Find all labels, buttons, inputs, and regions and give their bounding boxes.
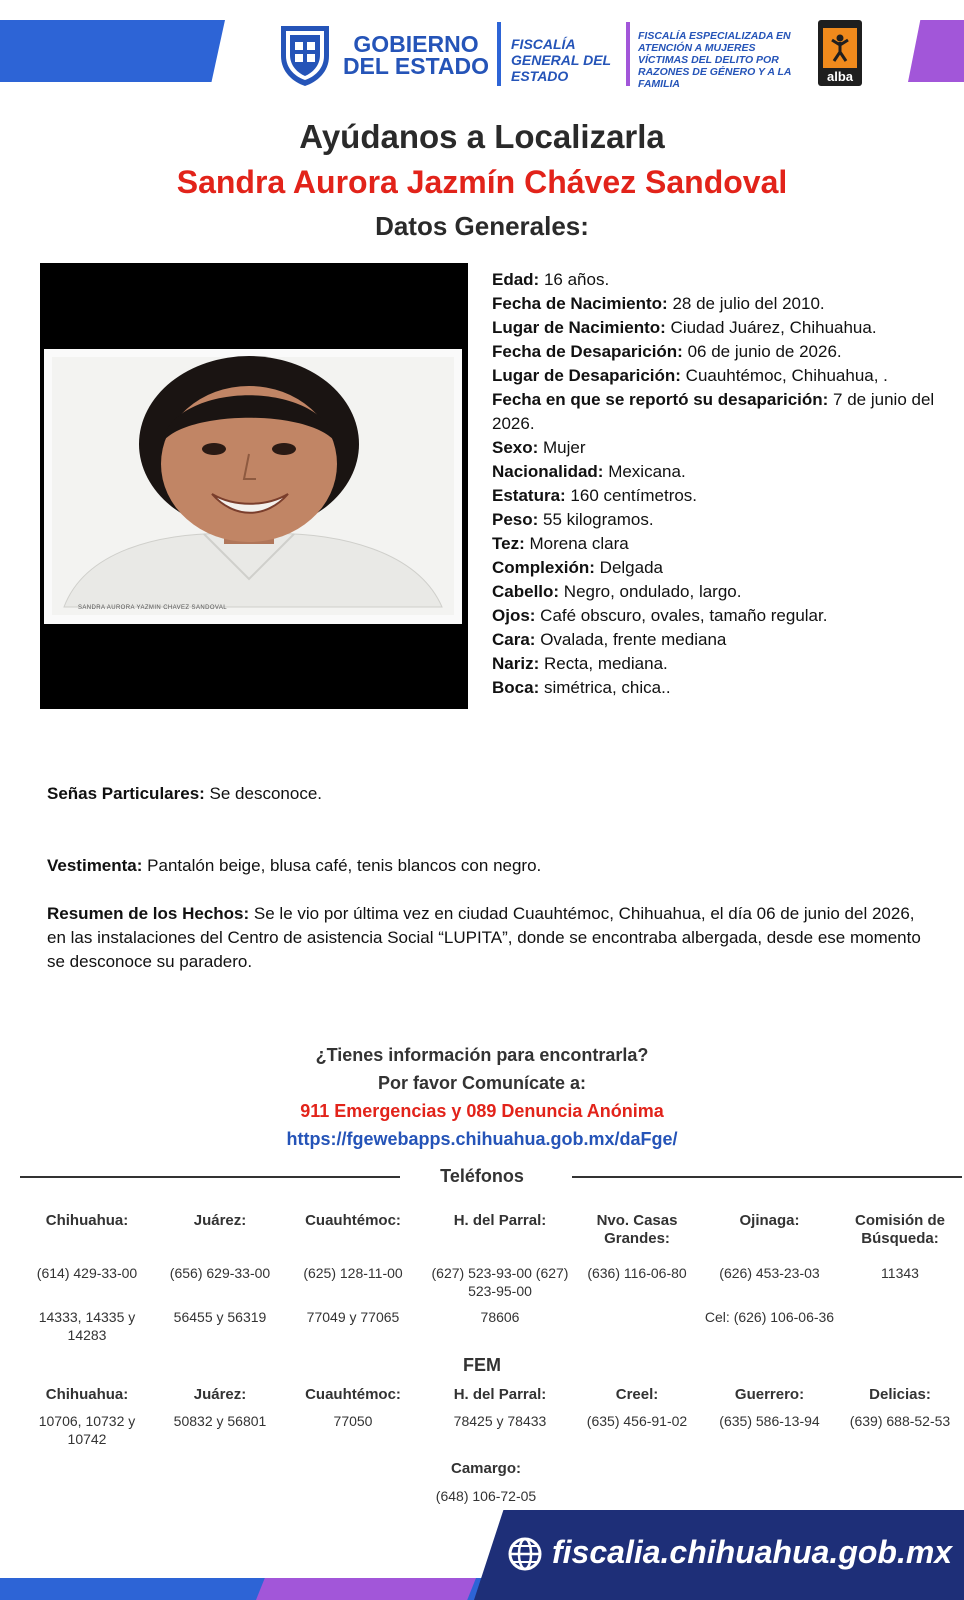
phone-extension: 56455 y 56319 [173, 1309, 267, 1325]
fem-agency-title: FISCALÍA ESPECIALIZADA EN ATENCIÓN A MUJERES VÍCTIMAS DEL DELITO POR RAZONES DE GÉNERO Y A LA FAMILIA [638, 30, 792, 90]
header-blue-band [0, 20, 225, 82]
vestimenta-label: Vestimenta: [47, 856, 143, 875]
senas-particulares [47, 782, 927, 806]
fem-phone-number: (635) 456-91-02 [586, 1413, 688, 1429]
general-data-list [492, 268, 942, 700]
detail-label: Complexión: [492, 558, 595, 577]
fem-phone-number: (635) 586-13-94 [719, 1413, 820, 1429]
detail-label: Fecha en que se reportó su desaparición: [492, 390, 829, 409]
person-photo [40, 263, 468, 709]
fem-phone-number: 78425 y 78433 [453, 1413, 547, 1429]
detail-value: Mujer [538, 438, 586, 457]
phone-extension: 14333, 14335 y 14283 [38, 1309, 136, 1343]
phone-extension: 78606 [480, 1309, 520, 1325]
page-title: Ayúdanos a Localizarla [299, 118, 665, 155]
phone-region-header: Chihuahua: [45, 1212, 129, 1229]
header-purple-band [908, 20, 964, 82]
detail-row [492, 388, 942, 436]
fem-phone-number: (639) 688-52-53 [849, 1413, 951, 1429]
fge-title: FISCALÍA GENERAL DEL ESTADO [511, 36, 611, 84]
detail-label: Cara: [492, 630, 536, 649]
fem-region-header: Guerrero: [734, 1386, 805, 1403]
detail-row [492, 364, 942, 388]
detail-label: Sexo: [492, 438, 539, 457]
detail-label: Lugar de Desaparición: [492, 366, 681, 385]
photo-caption: SANDRA AURORA YAZMIN CHAVEZ SANDOVAL [78, 605, 227, 611]
section-title: Datos Generales: [375, 211, 589, 241]
detail-row [492, 340, 942, 364]
detail-value: 55 kilogramos. [538, 510, 654, 529]
vestimenta [47, 854, 927, 878]
phone-region-header: Comisión de Búsqueda: [854, 1212, 945, 1247]
info-question: ¿Tienes información para encontrarla? [315, 1045, 649, 1065]
detail-row [492, 532, 942, 556]
detail-row [492, 508, 942, 532]
gov-title: GOBIERNO DEL ESTADO [342, 31, 490, 79]
detail-row [492, 652, 942, 676]
camargo-phone: (648) 106-72-05 [435, 1488, 537, 1504]
detail-label: Lugar de Nacimiento: [492, 318, 666, 337]
detail-value: 160 centímetros. [565, 486, 698, 505]
detail-value: Recta, mediana. [539, 654, 668, 673]
detail-row [492, 556, 942, 580]
phone-number: (636) 116-06-80 [587, 1265, 687, 1281]
portrait-illustration [44, 349, 462, 624]
senas-label: Señas Particulares: [47, 784, 205, 803]
detail-value: Ciudad Juárez, Chihuahua. [665, 318, 877, 337]
detail-row [492, 484, 942, 508]
contact-prompt: Por favor Comunícate a: [377, 1073, 587, 1093]
detail-value: 7 de junio del 2026. [492, 390, 935, 433]
camargo-header: Camargo: [450, 1460, 521, 1477]
detail-label: Fecha de Nacimiento: [492, 294, 668, 313]
detail-row [492, 580, 942, 604]
footer-purple-band [256, 1578, 476, 1600]
phone-extension: Cel: (626) 106-06-36 [704, 1309, 835, 1325]
detail-label: Nariz: [492, 654, 540, 673]
detail-label: Fecha de Desaparición: [492, 342, 683, 361]
person-icon [831, 34, 849, 62]
detail-label: Cabello: [492, 582, 560, 601]
detail-label: Edad: [492, 270, 540, 289]
fem-region-header: Cuauhtémoc: [305, 1386, 401, 1403]
vestimenta-value: Pantalón beige, blusa café, tenis blancos con negro. [142, 856, 542, 875]
phone-number: (656) 629-33-00 [169, 1265, 271, 1281]
detail-value: 16 años. [539, 270, 610, 289]
phone-region-header: Nvo. Casas Grandes: [596, 1212, 678, 1247]
phone-number: (614) 429-33-00 [36, 1265, 138, 1281]
detail-value: Café obscuro, ovales, tamaño regular. [535, 606, 828, 625]
detail-row [492, 436, 942, 460]
fem-phone-number: 10706, 10732 y 10742 [38, 1413, 136, 1447]
phone-number: 11343 [881, 1265, 919, 1281]
detail-value: 28 de julio del 2010. [667, 294, 825, 313]
fem-region-header: Chihuahua: [45, 1386, 129, 1403]
phone-number: (625) 128-11-00 [303, 1265, 403, 1281]
header-divider [497, 22, 501, 86]
fem-region-header: Juárez: [193, 1386, 247, 1403]
alba-label: alba [826, 69, 853, 84]
fem-phone-number: 50832 y 56801 [173, 1413, 267, 1429]
detail-row [492, 460, 942, 484]
fem-title: FEM [463, 1355, 501, 1375]
phones-title: Teléfonos [440, 1166, 524, 1186]
phone-region-header: H. del Parral: [453, 1212, 547, 1229]
alba-logo [818, 20, 862, 86]
state-shield-icon [277, 22, 333, 88]
detail-label: Estatura: [492, 486, 566, 505]
resumen-value: Se le vio por última vez en ciudad Cuauhtémoc, Chihuahua, el día 06 de junio del 2026, en las instalaciones del Centro de asistencia Social “LUPITA”, donde se encontraba albergada, desde ese momento se desconoce su paradero. [47, 904, 921, 971]
detail-value: simétrica, chica.. [539, 678, 671, 697]
fem-region-header: Delicias: [869, 1386, 931, 1403]
detail-row [492, 316, 942, 340]
detail-row [492, 604, 942, 628]
detail-label: Nacionalidad: [492, 462, 604, 481]
emergency-numbers: 911 Emergencias y 089 Denuncia Anónima [300, 1101, 664, 1121]
detail-value: Cuauhtémoc, Chihuahua, . [680, 366, 888, 385]
phone-number: (626) 453-23-03 [719, 1265, 820, 1281]
detail-label: Boca: [492, 678, 540, 697]
phone-region-header: Cuauhtémoc: [305, 1212, 401, 1229]
detail-row [492, 628, 942, 652]
detail-value: Ovalada, frente mediana [535, 630, 727, 649]
detail-value: Delgada [594, 558, 664, 577]
globe-icon [507, 1536, 543, 1572]
detail-row [492, 268, 942, 292]
detail-value: Negro, ondulado, largo. [559, 582, 742, 601]
detail-label: Tez: [492, 534, 525, 553]
detail-label: Ojos: [492, 606, 536, 625]
phone-region-header: Juárez: [193, 1212, 247, 1229]
detail-value: Mexicana. [603, 462, 686, 481]
detail-value: Morena clara [524, 534, 629, 553]
fem-region-header: Creel: [615, 1386, 659, 1403]
detail-label: Peso: [492, 510, 539, 529]
resumen-label: Resumen de los Hechos: [47, 904, 250, 923]
footer-website[interactable]: fiscalia.chihuahua.gob.mx [552, 1534, 953, 1570]
resumen-hechos [47, 902, 927, 974]
phone-region-header: Ojinaga: [739, 1212, 800, 1229]
detail-value: 06 de junio de 2026. [682, 342, 842, 361]
header-divider [626, 22, 630, 86]
detail-row [492, 292, 942, 316]
fem-region-header: H. del Parral: [453, 1386, 547, 1403]
detail-row [492, 676, 942, 700]
person-name: Sandra Aurora Jazmín Chávez Sandoval [176, 164, 788, 200]
phone-extension: 77049 y 77065 [306, 1309, 400, 1325]
report-link[interactable]: https://fgewebapps.chihuahua.gob.mx/daFge/ [286, 1129, 678, 1149]
fem-phone-number: 77050 [333, 1413, 373, 1429]
phone-number: (627) 523-93-00 (627) 523-95-00 [431, 1265, 569, 1299]
senas-value: Se desconoce. [204, 784, 323, 803]
